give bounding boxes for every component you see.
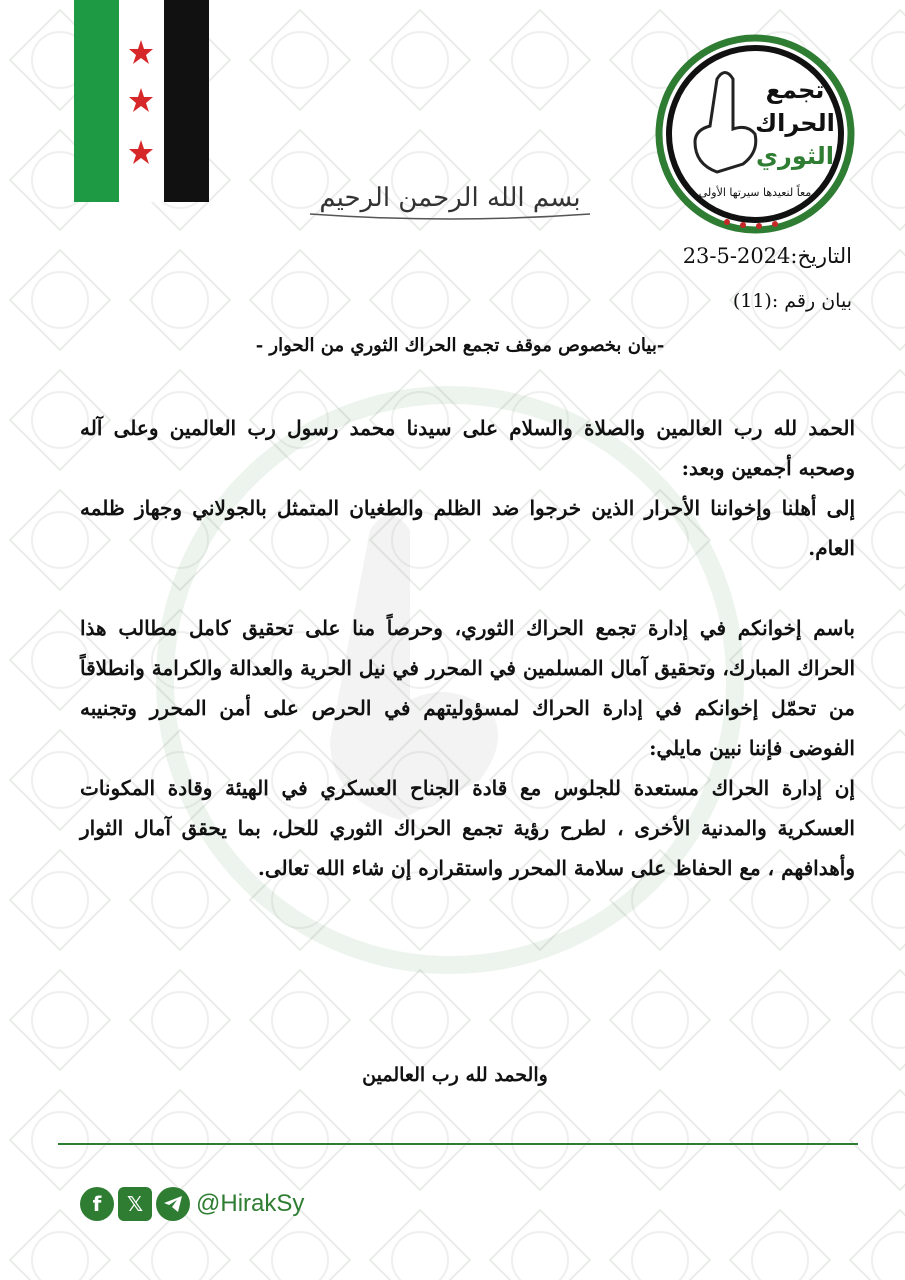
telegram-icon[interactable] [156, 1187, 190, 1221]
basmala-calligraphy [290, 162, 610, 230]
svg-text:بسم الله الرحمن الرحيم: بسم الله الرحمن الرحيم [319, 183, 581, 213]
body-paragraph: الحمد لله رب العالمين والصلاة والسلام على سيدنا محمد رسول رب العالمين وعلى آله وصحبه أجمعين وبعد: [80, 416, 855, 480]
logo-text [655, 34, 855, 234]
statement-number [733, 290, 852, 312]
number-value: (11) [732, 290, 772, 312]
footer-divider [58, 1143, 858, 1145]
date-label: التاريخ: [790, 244, 852, 268]
flag [74, 0, 209, 202]
x-icon[interactable]: 𝕏 [118, 1187, 152, 1221]
svg-text:تجمع: تجمع [765, 76, 825, 104]
social-bar [80, 1186, 304, 1222]
body-paragraph: باسم إخوانكم في إدارة تجمع الحراك الثوري، وحرصاً منا على تحقيق كامل مطالب هذا الحراك المبارك، وتحقيق آمال المسلمين في المحرر في نيل الحرية والعدالة والكرامة وانطلاقاً من تحمّل إخوانكم في إدارة الحراك لمسؤوليتهم في الحرص على أمن المحرر وتجنيبه الفوضى فإننا نبين مايلي: [80, 616, 855, 760]
number-label: بيان رقم : [771, 290, 852, 312]
statement-subject: -بيان بخصوص موقف تجمع الحراك الثوري من الحوار - [255, 335, 665, 356]
facebook-icon[interactable]: f [80, 1187, 114, 1221]
svg-text:معاً لنعيدها سيرتها الأولى: معاً لنعيدها سيرتها الأولى [698, 186, 812, 199]
body-paragraph: إلى أهلنا وإخواننا الأحرار الذين خرجوا ضد الظلم والطغيان المتمثل بالجولاني وجهاز ظلمه العام. [80, 496, 855, 560]
closing-line: والحمد لله رب العالمين [362, 1064, 548, 1086]
social-handle[interactable]: @HirakSy [196, 1190, 305, 1217]
body-paragraph: إن إدارة الحراك مستعدة للجلوس مع قادة الجناح العسكري في الهيئة وقادة المكونات العسكرية والمدنية الأخرى ، لطرح رؤية تجمع الحراك الثوري للحل، بما يحقق آمال الثوار وأهدافهم ، مع الحفاظ على سلامة المحرر واستقراره إن شاء الله تعالى. [80, 776, 855, 880]
svg-text:الحراك: الحراك [755, 109, 835, 137]
statement-body [80, 408, 855, 888]
organization-logo [655, 34, 855, 234]
date-value: 23-5-2024 [682, 244, 791, 268]
statement-date [683, 244, 852, 268]
svg-text:الثوري: الثوري [756, 142, 834, 170]
